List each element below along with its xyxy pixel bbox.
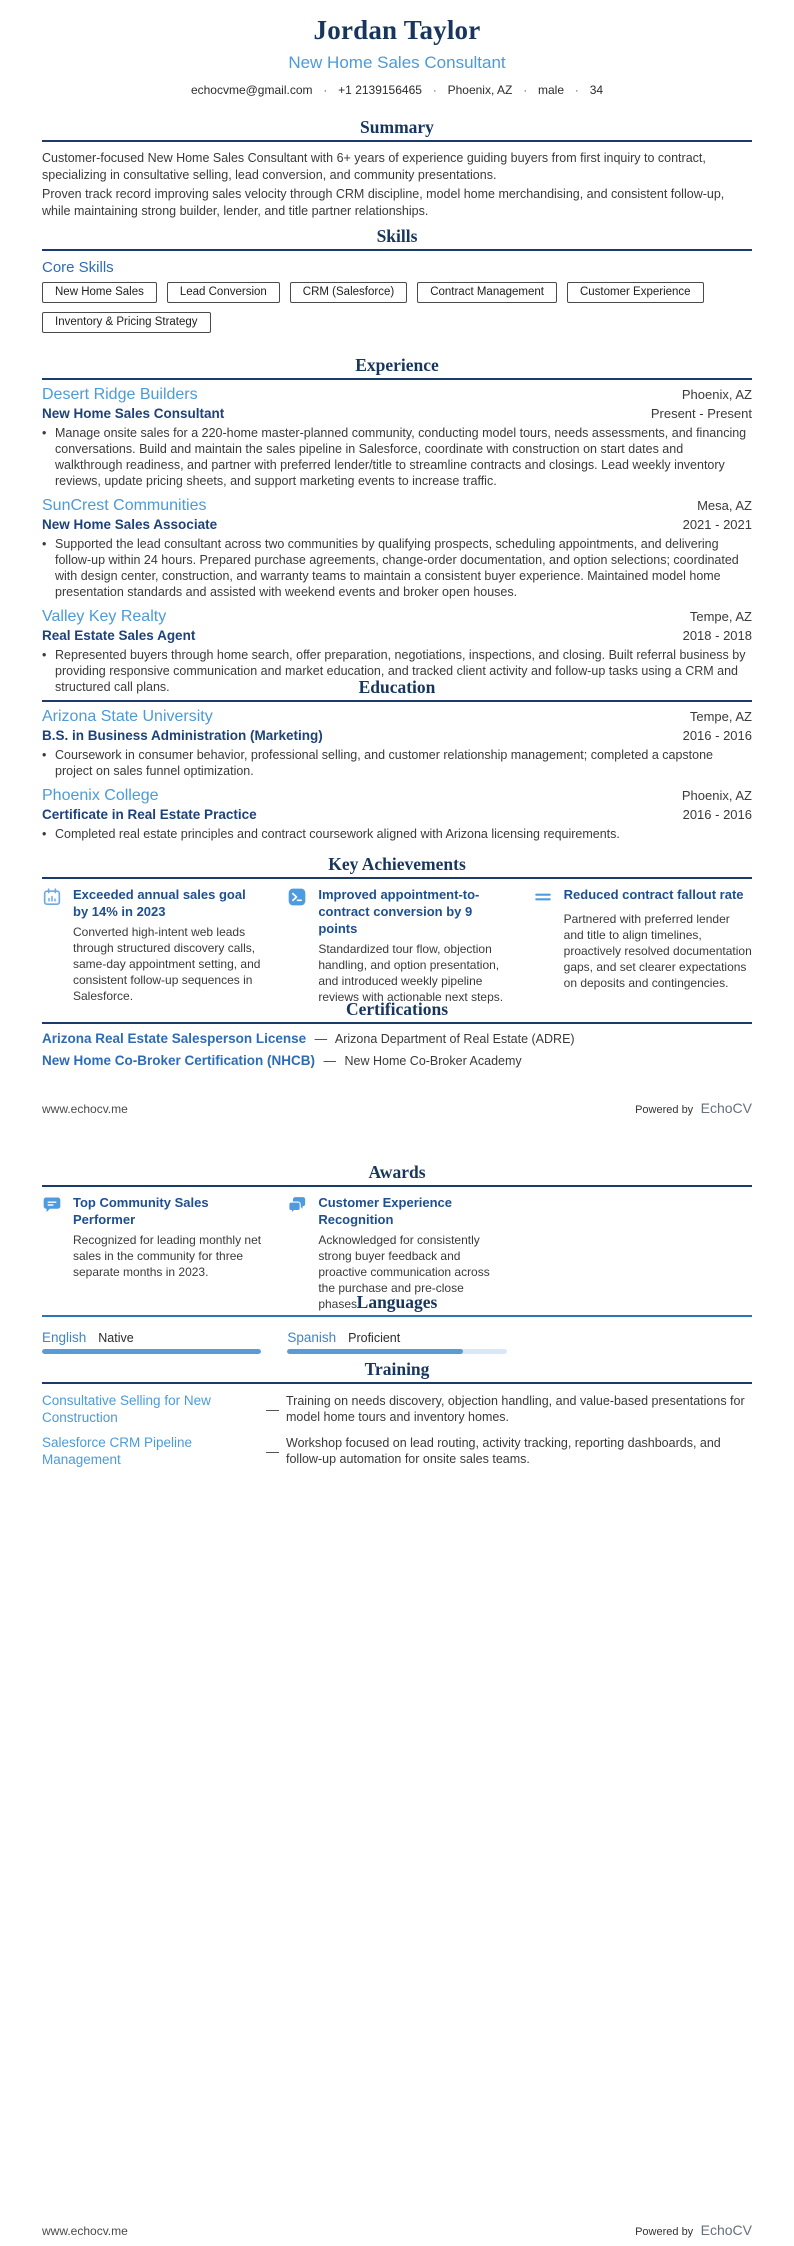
person-title: New Home Sales Consultant — [288, 53, 506, 72]
company-location: Mesa, AZ — [697, 498, 752, 513]
section-experience — [42, 356, 752, 695]
language-progress-fill — [42, 1349, 261, 1354]
achievement-item — [533, 886, 752, 1005]
dash-separator: — — [266, 1401, 279, 1417]
dash-separator: — — [266, 1443, 279, 1459]
language-progress-fill — [287, 1349, 462, 1354]
section-heading-languages: Languages — [42, 1293, 752, 1317]
school-name: Phoenix College — [42, 787, 159, 804]
certification-name: Arizona Real Estate Salesperson License — [42, 1031, 307, 1046]
job-bullet — [42, 425, 752, 489]
award-title: Top Community Sales Performer — [73, 1195, 209, 1227]
certification-item — [42, 1031, 752, 1046]
education-bullet — [42, 747, 752, 779]
job-dates: 2018 - 2018 — [682, 628, 752, 643]
bullet-marker: • — [42, 648, 47, 662]
bullet-marker: • — [42, 537, 47, 551]
section-awards — [42, 1163, 752, 1312]
speech-bubble-icon — [42, 1195, 62, 1215]
section-certifications — [42, 1000, 752, 1068]
languages-grid — [42, 1324, 752, 1354]
dot-separator: · — [575, 85, 579, 97]
section-heading-training: Training — [42, 1360, 752, 1384]
company-location: Tempe, AZ — [689, 609, 752, 624]
summary-paragraph: Proven track record improving sales velocity through CRM discipline, model home merchandising, and consistent follow-up, while maintaining strong builder, lender, and title partner relationships. — [42, 187, 725, 218]
dash-separator: — — [323, 1054, 337, 1068]
dot-separator: · — [432, 85, 437, 97]
skill-chip: Customer Experience — [567, 282, 704, 303]
company-name: Valley Key Realty — [42, 608, 167, 625]
certification-issuer: Arizona Department of Real Estate (ADRE) — [334, 1032, 575, 1046]
equals-icon — [533, 887, 553, 907]
section-heading-summary: Summary — [42, 118, 752, 142]
section-heading-experience: Experience — [42, 356, 752, 380]
section-training — [42, 1360, 752, 1468]
language-level: Native — [98, 1331, 134, 1345]
skill-chip: CRM (Salesforce) — [290, 282, 407, 303]
summary-paragraph: Customer-focused New Home Sales Consultant with 6+ years of experience guiding buyers from first inquiry to contract, specializing in consultative selling, lead conversion, and community presentations. — [42, 151, 706, 182]
achievement-item — [42, 886, 261, 1005]
job-role: New Home Sales Consultant — [42, 406, 225, 421]
achievement-title: Improved appointment-to-contract conversion by 9 points — [318, 887, 480, 936]
degree-dates: 2016 - 2016 — [682, 807, 752, 822]
education-bullet-text: Coursework in consumer behavior, professional selling, and customer relationship management; completed a capstone project on sales funnel optimization. — [55, 748, 713, 778]
skills-chip-list — [42, 282, 752, 333]
language-name: English — [42, 1330, 87, 1345]
job-bullet-text: Supported the lead consultant across two communities by qualifying prospects, scheduling appointments, and delivering follow-up within 24 hours. Prepared purchase agreements, change-order documentation, and option selections; coordinated with design center, construction, and warranty teams to maintain a consistent buyer experience. Maintained model home presentation standards and assisted with weekend events and broker open houses. — [55, 537, 739, 599]
footer-powered — [635, 2222, 752, 2240]
skill-chip: Inventory & Pricing Strategy — [42, 312, 211, 333]
chat-bubbles-icon — [287, 1195, 307, 1215]
job-bullet-text: Represented buyers through home search, offer preparation, negotiations, inspections, and closing. Built referral business by providing responsive communication and market education, and tracked client activity and follow-up tasks using a CRM and structured call plans. — [55, 648, 746, 694]
calendar-chart-icon — [42, 887, 62, 907]
achievement-description: Standardized tour flow, objection handling, and option presentation, and introduced weekly pipeline reviews with actionable next steps. — [318, 942, 504, 1004]
school-location: Tempe, AZ — [689, 709, 752, 724]
contact-phone: +1 2139156465 — [338, 83, 422, 97]
footer-site-url: www.echocv.me — [42, 1102, 128, 1116]
achievement-description: Converted high-intent web leads through structured discovery calls, same-day appointment setting, and consistent follow-up sequences in Salesforce. — [73, 925, 261, 1003]
certification-issuer: New Home Co-Broker Academy — [344, 1054, 522, 1068]
section-heading-certifications: Certifications — [42, 1000, 752, 1024]
education-entry — [42, 708, 752, 779]
powered-by-label: Powered by — [635, 1104, 694, 1116]
contact-location: Phoenix, AZ — [447, 83, 513, 97]
footer-site-url: www.echocv.me — [42, 2224, 128, 2238]
achievement-item — [287, 886, 506, 1005]
achievement-description: Partnered with preferred lender and title to align timelines, proactively resolved documentation gaps, and set clearer expectations on deposits and contingencies. — [563, 912, 752, 990]
resume-header — [42, 14, 752, 97]
echocv-brand: EchoCV — [700, 2222, 752, 2238]
school-location: Phoenix, AZ — [681, 788, 752, 803]
training-item — [42, 1434, 752, 1468]
certification-name: New Home Co-Broker Certification (NHCB) — [42, 1053, 316, 1068]
person-name: Jordan Taylor — [313, 15, 481, 45]
degree-name: B.S. in Business Administration (Marketing) — [42, 728, 323, 743]
training-item — [42, 1392, 752, 1426]
footer-powered — [635, 1100, 752, 1118]
contact-age: 34 — [589, 83, 604, 97]
language-progress-track — [287, 1349, 506, 1354]
education-bullet — [42, 826, 752, 842]
education-bullet-text: Completed real estate principles and contract coursework aligned with Arizona licensing requirements. — [55, 827, 620, 841]
training-description: Workshop focused on lead routing, activity tracking, reporting dashboards, and follow-up automation for onsite sales teams. — [286, 1436, 721, 1466]
section-education — [42, 678, 752, 842]
job-bullet-text: Manage onsite sales for a 220-home master-planned community, conducting model tours, needs assessments, and financing conversations. Build and maintain the sales pipeline in Salesforce, coordinate with construction on start dates and walkthrough readiness, and partner with preferred lender/title to streamline contracts and closings. Lead weekly inventory reviews, update pricing sheets, and support marketing events to increase traffic. — [55, 426, 747, 488]
award-title: Customer Experience Recognition — [318, 1195, 452, 1227]
skill-chip: New Home Sales — [42, 282, 157, 303]
job-role: Real Estate Sales Agent — [42, 628, 196, 643]
training-description: Training on needs discovery, objection handling, and value-based presentations for model home tours and inventory homes. — [286, 1394, 745, 1424]
bullet-marker: • — [42, 426, 47, 440]
dash-separator: — — [314, 1032, 328, 1046]
section-heading-key-achievements: Key Achievements — [42, 855, 752, 879]
section-key-achievements — [42, 855, 752, 1005]
language-item — [42, 1324, 261, 1354]
language-progress-track — [42, 1349, 261, 1354]
education-entry — [42, 787, 752, 842]
contact-line — [42, 83, 752, 97]
language-item — [287, 1324, 506, 1354]
job-dates: 2021 - 2021 — [682, 517, 752, 532]
section-heading-awards: Awards — [42, 1163, 752, 1187]
award-description: Acknowledged for consistently strong buyer feedback and proactive communication across the purchase and pre-close phases. — [318, 1233, 490, 1311]
echocv-brand: EchoCV — [700, 1100, 752, 1116]
company-name: Desert Ridge Builders — [42, 386, 198, 403]
dot-separator: · — [523, 85, 527, 97]
section-summary — [42, 118, 752, 220]
degree-dates: 2016 - 2016 — [682, 728, 752, 743]
award-description: Recognized for leading monthly net sales in the community for three separate months in 2023. — [73, 1233, 262, 1279]
language-name: Spanish — [287, 1330, 337, 1345]
achievement-title: Exceeded annual sales goal by 14% in 2023 — [73, 887, 246, 919]
terminal-icon — [287, 887, 307, 907]
training-title: Salesforce CRM Pipeline Management — [42, 1435, 193, 1467]
experience-entry — [42, 497, 752, 600]
bullet-marker: • — [42, 748, 47, 762]
experience-entry — [42, 386, 752, 489]
contact-gender: male — [538, 83, 565, 97]
certification-item — [42, 1053, 752, 1068]
achievements-grid — [42, 886, 752, 1005]
skills-group-title: Core Skills — [42, 259, 114, 276]
training-title: Consultative Selling for New Construction — [42, 1393, 211, 1425]
company-name: SunCrest Communities — [42, 497, 207, 514]
section-languages — [42, 1293, 752, 1354]
page-footer — [42, 1100, 752, 1118]
job-dates: Present - Present — [650, 406, 752, 421]
bullet-marker: • — [42, 827, 47, 841]
job-bullet — [42, 536, 752, 600]
language-level: Proficient — [348, 1331, 401, 1345]
job-role: New Home Sales Associate — [42, 517, 218, 532]
achievement-title: Reduced contract fallout rate — [563, 887, 744, 902]
section-heading-skills: Skills — [42, 227, 752, 251]
skill-chip: Contract Management — [417, 282, 557, 303]
skill-chip: Lead Conversion — [167, 282, 280, 303]
powered-by-label: Powered by — [635, 2226, 694, 2238]
contact-email: echocvme@gmail.com — [190, 83, 313, 97]
school-name: Arizona State University — [42, 708, 213, 725]
page-footer — [42, 2222, 752, 2240]
company-location: Phoenix, AZ — [681, 387, 752, 402]
degree-name: Certificate in Real Estate Practice — [42, 807, 257, 822]
section-skills — [42, 227, 752, 333]
section-heading-education: Education — [42, 678, 752, 702]
dot-separator: · — [323, 85, 328, 97]
